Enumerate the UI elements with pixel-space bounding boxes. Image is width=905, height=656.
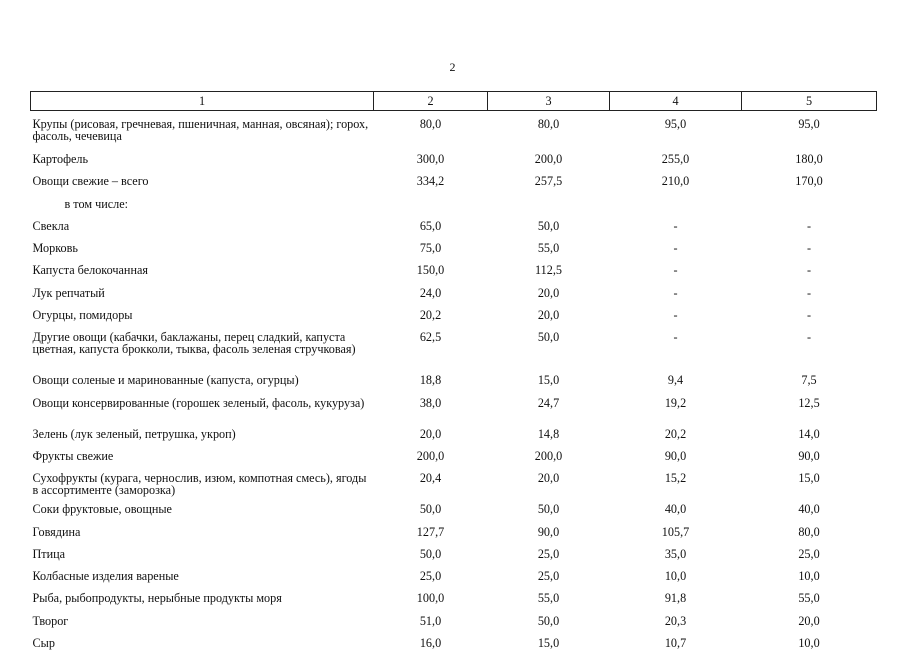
value-cell-col-3: 24,7 <box>488 394 610 425</box>
value-cell-col-5: 20,0 <box>742 612 877 634</box>
table-row <box>31 239 877 261</box>
table-row <box>31 523 877 545</box>
value-cell-col-3: 50,0 <box>488 612 610 634</box>
product-name-cell: Рыба, рыбопродукты, нерыбные продукты моря <box>31 589 374 611</box>
value-cell-col-3: 112,5 <box>488 261 610 283</box>
value-cell-col-2: 16,0 <box>374 634 488 656</box>
value-cell-col-4: - <box>610 217 742 239</box>
value-cell-col-2: 200,0 <box>374 447 488 469</box>
value-cell-col-5: 55,0 <box>742 589 877 611</box>
table-row <box>31 612 877 634</box>
value-cell-col-4: 95,0 <box>610 111 742 151</box>
value-cell-col-2: 100,0 <box>374 589 488 611</box>
table-row <box>31 371 877 393</box>
column-header-4: 4 <box>610 92 742 111</box>
value-cell-col-3: 80,0 <box>488 111 610 151</box>
value-cell-col-4: 15,2 <box>610 469 742 500</box>
value-cell-col-5: - <box>742 239 877 261</box>
value-cell-col-2: 50,0 <box>374 545 488 567</box>
value-cell-col-5: 15,0 <box>742 469 877 500</box>
product-name-cell: Крупы (рисовая, гречневая, пшеничная, манная, овсяная); горох, фасоль, чечевица <box>31 111 374 151</box>
product-name-cell: Птица <box>31 545 374 567</box>
value-cell-col-3: 15,0 <box>488 371 610 393</box>
value-cell-col-5: 10,0 <box>742 567 877 589</box>
product-name-cell: Сыр <box>31 634 374 656</box>
value-cell-col-4: - <box>610 239 742 261</box>
value-cell-col-4: 19,2 <box>610 394 742 425</box>
value-cell-col-4: 255,0 <box>610 150 742 172</box>
value-cell-col-2: 20,0 <box>374 425 488 447</box>
product-name-cell: Другие овощи (кабачки, баклажаны, перец сладкий, капуста цветная, капуста брокколи, тыква, фасоль зеленая стручковая) <box>31 328 374 371</box>
product-name-cell: Творог <box>31 612 374 634</box>
table-header <box>31 92 877 111</box>
value-cell-col-4: 20,3 <box>610 612 742 634</box>
value-cell-col-2: 127,7 <box>374 523 488 545</box>
value-cell-col-2: 51,0 <box>374 612 488 634</box>
value-cell-col-4: 40,0 <box>610 500 742 522</box>
value-cell-col-4: 210,0 <box>610 172 742 194</box>
food-norms-table <box>30 91 877 656</box>
value-cell-col-4: 10,7 <box>610 634 742 656</box>
product-name-cell: Овощи консервированные (горошек зеленый, фасоль, кукуруза) <box>31 394 374 425</box>
product-name-cell: Лук репчатый <box>31 284 374 306</box>
value-cell-col-3 <box>488 195 610 217</box>
value-cell-col-2: 18,8 <box>374 371 488 393</box>
value-cell-col-4: - <box>610 284 742 306</box>
value-cell-col-5: - <box>742 217 877 239</box>
value-cell-col-4: 9,4 <box>610 371 742 393</box>
value-cell-col-3: 90,0 <box>488 523 610 545</box>
value-cell-col-4: 90,0 <box>610 447 742 469</box>
product-name-cell: в том числе: <box>31 195 374 217</box>
value-cell-col-2: 24,0 <box>374 284 488 306</box>
value-cell-col-2: 150,0 <box>374 261 488 283</box>
table-row <box>31 545 877 567</box>
product-name-cell: Фрукты свежие <box>31 447 374 469</box>
value-cell-col-3: 50,0 <box>488 217 610 239</box>
value-cell-col-2 <box>374 195 488 217</box>
value-cell-col-5 <box>742 195 877 217</box>
value-cell-col-3: 55,0 <box>488 589 610 611</box>
table-row <box>31 634 877 656</box>
product-name-cell: Овощи свежие – всего <box>31 172 374 194</box>
product-name-cell: Колбасные изделия вареные <box>31 567 374 589</box>
table-row <box>31 328 877 371</box>
value-cell-col-5: 95,0 <box>742 111 877 151</box>
table-row <box>31 394 877 425</box>
product-name-cell: Огурцы, помидоры <box>31 306 374 328</box>
value-cell-col-5: 40,0 <box>742 500 877 522</box>
product-name-cell: Свекла <box>31 217 374 239</box>
value-cell-col-2: 75,0 <box>374 239 488 261</box>
product-name-cell: Капуста белокочанная <box>31 261 374 283</box>
value-cell-col-5: 80,0 <box>742 523 877 545</box>
table-row <box>31 172 877 194</box>
column-header-3: 3 <box>488 92 610 111</box>
table-row <box>31 447 877 469</box>
table-row <box>31 111 877 151</box>
column-header-1: 1 <box>31 92 374 111</box>
value-cell-col-4 <box>610 195 742 217</box>
value-cell-col-5: 180,0 <box>742 150 877 172</box>
value-cell-col-5: - <box>742 306 877 328</box>
product-name-cell: Говядина <box>31 523 374 545</box>
value-cell-col-5: 170,0 <box>742 172 877 194</box>
value-cell-col-5: 7,5 <box>742 371 877 393</box>
table-row <box>31 150 877 172</box>
value-cell-col-4: 20,2 <box>610 425 742 447</box>
value-cell-col-2: 38,0 <box>374 394 488 425</box>
value-cell-col-5: - <box>742 261 877 283</box>
value-cell-col-4: 10,0 <box>610 567 742 589</box>
value-cell-col-2: 300,0 <box>374 150 488 172</box>
product-name-cell: Овощи соленые и маринованные (капуста, огурцы) <box>31 371 374 393</box>
table-row <box>31 284 877 306</box>
value-cell-col-2: 20,4 <box>374 469 488 500</box>
value-cell-col-4: 91,8 <box>610 589 742 611</box>
value-cell-col-3: 14,8 <box>488 425 610 447</box>
value-cell-col-5: 12,5 <box>742 394 877 425</box>
value-cell-col-4: 105,7 <box>610 523 742 545</box>
value-cell-col-3: 20,0 <box>488 306 610 328</box>
value-cell-col-3: 20,0 <box>488 284 610 306</box>
product-name-cell: Сухофрукты (курага, чернослив, изюм, компотная смесь), ягоды в ассортименте (заморозка) <box>31 469 374 500</box>
header-row <box>31 92 877 111</box>
column-header-2: 2 <box>374 92 488 111</box>
table-row <box>31 589 877 611</box>
value-cell-col-2: 80,0 <box>374 111 488 151</box>
table-row <box>31 306 877 328</box>
table-row <box>31 567 877 589</box>
product-name-cell: Картофель <box>31 150 374 172</box>
value-cell-col-5: 25,0 <box>742 545 877 567</box>
value-cell-col-5: - <box>742 328 877 371</box>
product-name-cell: Морковь <box>31 239 374 261</box>
value-cell-col-3: 50,0 <box>488 500 610 522</box>
table-row <box>31 500 877 522</box>
table-row <box>31 469 877 500</box>
table-row <box>31 195 877 217</box>
page-number: 2 <box>0 60 905 75</box>
value-cell-col-5: 14,0 <box>742 425 877 447</box>
value-cell-col-2: 62,5 <box>374 328 488 371</box>
table-body <box>31 111 877 656</box>
value-cell-col-4: - <box>610 306 742 328</box>
value-cell-col-3: 20,0 <box>488 469 610 500</box>
value-cell-col-3: 257,5 <box>488 172 610 194</box>
value-cell-col-3: 200,0 <box>488 447 610 469</box>
table-row <box>31 425 877 447</box>
value-cell-col-3: 200,0 <box>488 150 610 172</box>
value-cell-col-5: 90,0 <box>742 447 877 469</box>
value-cell-col-3: 25,0 <box>488 567 610 589</box>
column-header-5: 5 <box>742 92 877 111</box>
value-cell-col-3: 15,0 <box>488 634 610 656</box>
value-cell-col-5: 10,0 <box>742 634 877 656</box>
value-cell-col-2: 50,0 <box>374 500 488 522</box>
table-row <box>31 217 877 239</box>
value-cell-col-3: 25,0 <box>488 545 610 567</box>
value-cell-col-3: 55,0 <box>488 239 610 261</box>
table-row <box>31 261 877 283</box>
value-cell-col-2: 334,2 <box>374 172 488 194</box>
value-cell-col-2: 65,0 <box>374 217 488 239</box>
value-cell-col-4: - <box>610 328 742 371</box>
product-name-cell: Соки фруктовые, овощные <box>31 500 374 522</box>
product-name-cell: Зелень (лук зеленый, петрушка, укроп) <box>31 425 374 447</box>
value-cell-col-4: 35,0 <box>610 545 742 567</box>
value-cell-col-2: 25,0 <box>374 567 488 589</box>
value-cell-col-3: 50,0 <box>488 328 610 371</box>
value-cell-col-4: - <box>610 261 742 283</box>
value-cell-col-2: 20,2 <box>374 306 488 328</box>
value-cell-col-5: - <box>742 284 877 306</box>
